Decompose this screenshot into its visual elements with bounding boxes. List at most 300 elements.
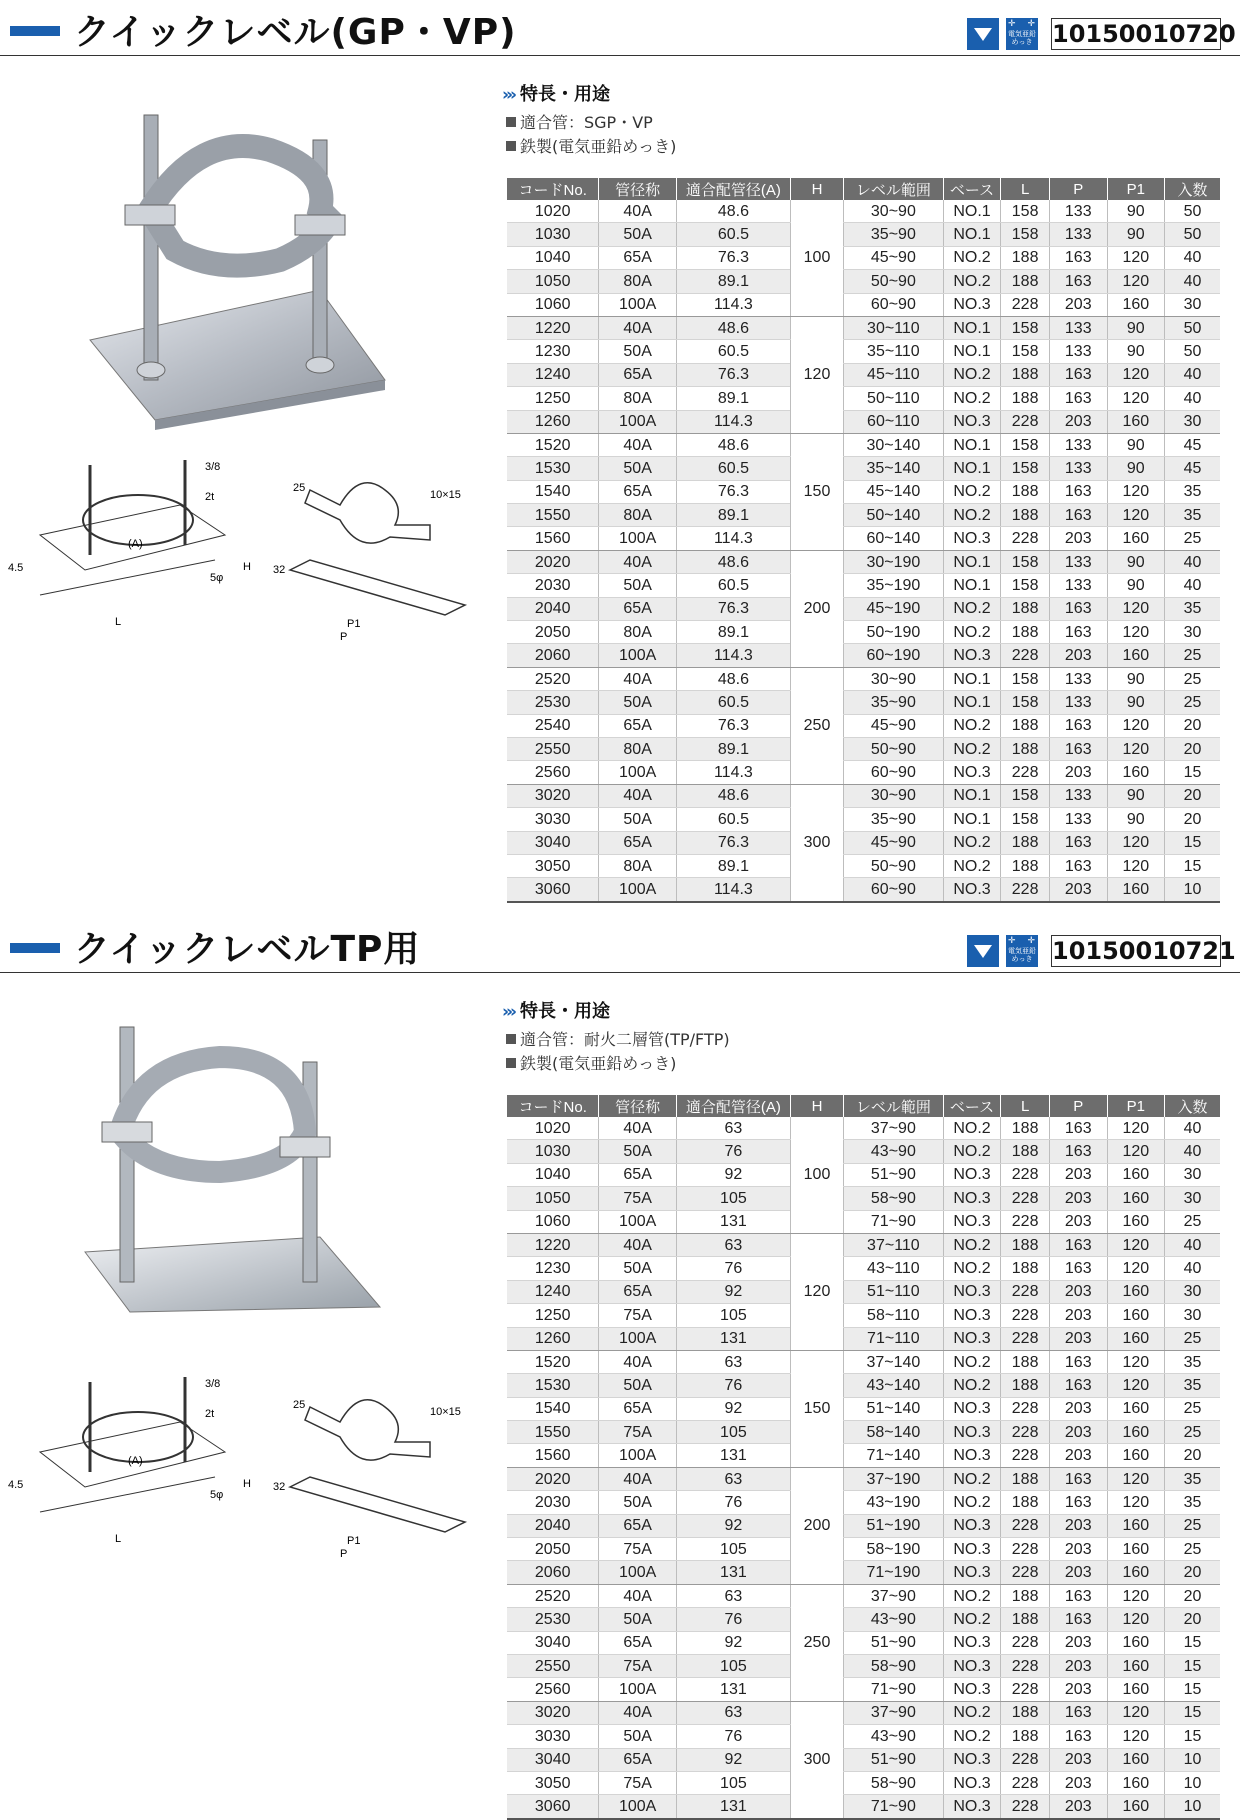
table-row (507, 714, 1220, 737)
table-cell: 114.3 (676, 527, 790, 550)
table-cell: 100A (599, 527, 677, 550)
table-cell: NO.1 (943, 223, 1001, 246)
table-cell: 158 (1001, 340, 1050, 363)
table-cell: 15 (1165, 1725, 1220, 1748)
table-row (507, 1748, 1220, 1771)
table-cell: 228 (1001, 1561, 1050, 1584)
badge-line-2: めっき (1011, 38, 1033, 46)
table-cell: 89.1 (676, 737, 790, 760)
table-cell: 188 (1001, 737, 1050, 760)
table-cell: 203 (1049, 1163, 1107, 1186)
table-cell: 2060 (507, 644, 599, 667)
table-row (507, 1163, 1220, 1186)
label-height: H (243, 561, 251, 573)
table-cell: 60~110 (844, 410, 944, 433)
table-cell: 50A (599, 808, 677, 831)
table-cell: 45~90 (844, 246, 944, 269)
table-cell: 163 (1049, 1701, 1107, 1724)
column-header: 適合配管径(A) (676, 1095, 790, 1117)
table-cell: 75A (599, 1421, 677, 1444)
table-cell: 71~190 (844, 1561, 944, 1584)
table-cell: 3060 (507, 878, 599, 902)
table-cell: 35~190 (844, 574, 944, 597)
table-cell: 76 (676, 1140, 790, 1163)
table-cell: 3040 (507, 1631, 599, 1654)
table-cell: NO.1 (943, 574, 1001, 597)
label-pipe: (A) (128, 538, 143, 550)
table-cell: 120 (1107, 1608, 1165, 1631)
table-cell: 92 (676, 1631, 790, 1654)
table-cell: 10 (1165, 1748, 1220, 1771)
table-cell: 2550 (507, 1654, 599, 1677)
table-cell: 105 (676, 1654, 790, 1677)
table-cell: 2530 (507, 1608, 599, 1631)
table-cell: 89.1 (676, 854, 790, 877)
table-cell: 50 (1165, 340, 1220, 363)
table-cell: 228 (1001, 1444, 1050, 1467)
table-cell: NO.1 (943, 316, 1001, 339)
table-cell: 163 (1049, 737, 1107, 760)
table-cell: 1230 (507, 1257, 599, 1280)
table-row (507, 1187, 1220, 1210)
table-cell: 2030 (507, 574, 599, 597)
table-row (507, 808, 1220, 831)
table-cell: 43~190 (844, 1491, 944, 1514)
table-row (507, 691, 1220, 714)
table-cell: 120 (1107, 363, 1165, 386)
table-cell: 50A (599, 457, 677, 480)
table-cell: 120 (1107, 854, 1165, 877)
table-cell: NO.2 (943, 246, 1001, 269)
table-cell: 160 (1107, 1163, 1165, 1186)
table-cell: 48.6 (676, 316, 790, 339)
product-section-gp-vp (0, 0, 1240, 900)
column-header: H (790, 1095, 843, 1117)
table-row (507, 1304, 1220, 1327)
table-row (507, 387, 1220, 410)
table-cell: 1520 (507, 1350, 599, 1373)
table-cell: 1060 (507, 1210, 599, 1233)
square-bullet-icon (506, 1034, 516, 1044)
table-cell: 1050 (507, 1187, 599, 1210)
badge-line-2: めっき (1011, 955, 1033, 963)
table-cell: 160 (1107, 1678, 1165, 1701)
table-cell: 58~90 (844, 1187, 944, 1210)
table-cell: 203 (1049, 410, 1107, 433)
table-cell: 100A (599, 1795, 677, 1819)
zinc-plating-icon: ✛✛ 電気亜鉛 めっき (1006, 935, 1038, 967)
table-cell: 1230 (507, 340, 599, 363)
table-cell: 40A (599, 667, 677, 690)
table-cell: 133 (1049, 691, 1107, 714)
table-header-row (507, 1095, 1220, 1117)
table-cell: NO.2 (943, 854, 1001, 877)
table-cell: 160 (1107, 1280, 1165, 1303)
label-hole: 5φ (210, 1489, 224, 1501)
table-row (507, 1701, 1220, 1724)
table-cell: 1250 (507, 1304, 599, 1327)
table-cell: 163 (1049, 621, 1107, 644)
table-cell: 120 (1107, 480, 1165, 503)
table-cell: NO.1 (943, 808, 1001, 831)
feature-item (506, 110, 653, 133)
table-cell: 50A (599, 1374, 677, 1397)
table-cell: 43~90 (844, 1725, 944, 1748)
table-cell: 63 (676, 1117, 790, 1140)
table-cell: 160 (1107, 644, 1165, 667)
table-cell: 203 (1049, 1210, 1107, 1233)
table-cell: 160 (1107, 1304, 1165, 1327)
table-cell: 120 (1107, 1117, 1165, 1140)
table-cell: 203 (1049, 1327, 1107, 1350)
table-cell: 90 (1107, 433, 1165, 456)
table-cell: 133 (1049, 457, 1107, 480)
table-cell: 35~90 (844, 223, 944, 246)
table-cell: 188 (1001, 270, 1050, 293)
column-header: 管径称 (599, 1095, 677, 1117)
table-cell: 114.3 (676, 410, 790, 433)
column-header: コードNo. (507, 178, 599, 200)
table-cell: 1040 (507, 246, 599, 269)
table-row (507, 1117, 1220, 1140)
table-cell: 120 (1107, 1467, 1165, 1490)
label-pitch1: P1 (347, 1535, 361, 1547)
table-cell: 158 (1001, 433, 1050, 456)
table-row (507, 480, 1220, 503)
table-cell: NO.2 (943, 1725, 1001, 1748)
chevrons-icon: ››› (502, 1002, 515, 1022)
table-cell: 75A (599, 1654, 677, 1677)
table-cell: 35 (1165, 480, 1220, 503)
table-cell: NO.3 (943, 1631, 1001, 1654)
table-cell: 65A (599, 1514, 677, 1537)
table-cell: 76 (676, 1491, 790, 1514)
table-cell: NO.2 (943, 1491, 1001, 1514)
table-cell: 60~90 (844, 761, 944, 784)
table-cell: 50A (599, 691, 677, 714)
table-cell: 120 (1107, 387, 1165, 410)
table-cell: 105 (676, 1538, 790, 1561)
table-cell: 160 (1107, 1561, 1165, 1584)
table-cell: 15 (1165, 1631, 1220, 1654)
table-cell: 20 (1165, 1561, 1220, 1584)
table-row (507, 316, 1220, 339)
table-cell: 90 (1107, 223, 1165, 246)
table-cell: 15 (1165, 1701, 1220, 1724)
table-cell: 50 (1165, 316, 1220, 339)
table-cell: 105 (676, 1771, 790, 1794)
product-photo (80, 1022, 420, 1322)
label-slot: 10×15 (430, 489, 461, 501)
table-cell: NO.3 (943, 1421, 1001, 1444)
dimension-diagram-parts (265, 465, 480, 645)
table-cell: 188 (1001, 387, 1050, 410)
square-bullet-icon (506, 117, 516, 127)
table-cell: 100A (599, 1561, 677, 1584)
table-cell: 228 (1001, 1771, 1050, 1794)
height-group-cell: 250 (790, 667, 843, 784)
table-cell: NO.3 (943, 527, 1001, 550)
table-cell: 203 (1049, 1678, 1107, 1701)
table-cell: 80A (599, 504, 677, 527)
table-cell: 89.1 (676, 270, 790, 293)
table-cell: 75A (599, 1771, 677, 1794)
table-cell: 163 (1049, 1584, 1107, 1607)
table-cell: 1030 (507, 223, 599, 246)
product-section-tp (0, 917, 1240, 1817)
table-cell: NO.1 (943, 433, 1001, 456)
table-cell: 105 (676, 1187, 790, 1210)
table-cell: 58~90 (844, 1771, 944, 1794)
table-cell: 131 (676, 1444, 790, 1467)
column-header: L (1001, 1095, 1050, 1117)
table-cell: 65A (599, 480, 677, 503)
table-cell: 50~90 (844, 854, 944, 877)
features-title: 特長・用途 (520, 1001, 611, 1022)
table-cell: 45~190 (844, 597, 944, 620)
column-header: H (790, 178, 843, 200)
table-cell: 114.3 (676, 761, 790, 784)
table-cell: 160 (1107, 527, 1165, 550)
table-cell: 30 (1165, 1163, 1220, 1186)
table-cell: 35~110 (844, 340, 944, 363)
triangle-down-icon (967, 18, 999, 50)
table-cell: NO.3 (943, 1280, 1001, 1303)
table-cell: 203 (1049, 1280, 1107, 1303)
table-cell: 163 (1049, 504, 1107, 527)
table-row (507, 1444, 1220, 1467)
table-header-row (507, 178, 1220, 200)
table-cell: 188 (1001, 1374, 1050, 1397)
table-cell: 2050 (507, 621, 599, 644)
table-cell: 188 (1001, 621, 1050, 644)
table-cell: 163 (1049, 387, 1107, 410)
section-title: クイックレベルTP用 (74, 929, 421, 970)
table-cell: 158 (1001, 200, 1050, 223)
table-cell: 100A (599, 1678, 677, 1701)
table-cell: 188 (1001, 1608, 1050, 1631)
table-cell: 40 (1165, 574, 1220, 597)
table-cell: 75A (599, 1538, 677, 1561)
table-row (507, 1514, 1220, 1537)
column-header: P1 (1107, 1095, 1165, 1117)
table-cell: 120 (1107, 504, 1165, 527)
table-cell: 2030 (507, 1491, 599, 1514)
table-cell: 30 (1165, 621, 1220, 644)
table-row (507, 574, 1220, 597)
zinc-plating-icon: ✛✛ 電気亜鉛 めっき (1006, 18, 1038, 50)
table-cell: NO.1 (943, 691, 1001, 714)
table-cell: 89.1 (676, 387, 790, 410)
table-row (507, 1140, 1220, 1163)
table-cell: 3030 (507, 1725, 599, 1748)
table-cell: NO.2 (943, 363, 1001, 386)
table-cell: 3020 (507, 784, 599, 807)
table-cell: 163 (1049, 246, 1107, 269)
feature-item (506, 1051, 676, 1074)
table-cell: 1540 (507, 1397, 599, 1420)
table-row (507, 761, 1220, 784)
column-header: ベース (943, 178, 1001, 200)
table-row (507, 667, 1220, 690)
table-cell: 228 (1001, 878, 1050, 902)
table-cell: 90 (1107, 550, 1165, 573)
label-bolt: 3/8 (205, 461, 221, 473)
table-cell: 92 (676, 1748, 790, 1771)
table-row (507, 293, 1220, 316)
table-cell: 158 (1001, 667, 1050, 690)
table-cell: 15 (1165, 1678, 1220, 1701)
table-row (507, 270, 1220, 293)
table-cell: 45~90 (844, 831, 944, 854)
label-base-thickness: 4.5 (8, 1479, 24, 1491)
table-cell: 90 (1107, 574, 1165, 597)
section-header (0, 917, 1240, 973)
table-row (507, 784, 1220, 807)
features-heading (502, 80, 610, 106)
table-cell: 25 (1165, 1397, 1220, 1420)
table-row (507, 340, 1220, 363)
table-cell: 1220 (507, 1233, 599, 1256)
table-cell: 63 (676, 1467, 790, 1490)
table-row (507, 1654, 1220, 1677)
table-cell: 92 (676, 1280, 790, 1303)
table-cell: 160 (1107, 1187, 1165, 1210)
table-cell: 40 (1165, 1257, 1220, 1280)
table-cell: 50A (599, 1725, 677, 1748)
table-cell: 2520 (507, 1584, 599, 1607)
table-cell: 89.1 (676, 504, 790, 527)
table-cell: 20 (1165, 714, 1220, 737)
table-row (507, 1257, 1220, 1280)
product-code: 10150010721 (1052, 937, 1236, 965)
table-cell: 228 (1001, 1538, 1050, 1561)
table-cell: 228 (1001, 410, 1050, 433)
table-cell: 3030 (507, 808, 599, 831)
table-cell: 163 (1049, 1233, 1107, 1256)
table-cell: 76.3 (676, 597, 790, 620)
table-cell: 120 (1107, 1257, 1165, 1280)
column-header: 適合配管径(A) (676, 178, 790, 200)
table-cell: 160 (1107, 1514, 1165, 1537)
dimension-diagram-parts (265, 1382, 480, 1562)
table-cell: NO.3 (943, 878, 1001, 902)
table-cell: 25 (1165, 644, 1220, 667)
table-cell: 1250 (507, 387, 599, 410)
table-cell: 160 (1107, 1795, 1165, 1819)
table-cell: 160 (1107, 1654, 1165, 1677)
table-cell: 15 (1165, 1654, 1220, 1677)
table-cell: NO.3 (943, 1304, 1001, 1327)
table-cell: 228 (1001, 1210, 1050, 1233)
table-cell: 40 (1165, 246, 1220, 269)
spec-table (507, 178, 1220, 903)
table-cell: 45~90 (844, 714, 944, 737)
section-rule (0, 972, 1240, 973)
table-cell: 160 (1107, 1748, 1165, 1771)
table-row (507, 246, 1220, 269)
table-cell: 188 (1001, 1701, 1050, 1724)
table-cell: 35~140 (844, 457, 944, 480)
table-cell: 51~140 (844, 1397, 944, 1420)
table-cell: 20 (1165, 1444, 1220, 1467)
height-group-cell: 150 (790, 433, 843, 550)
table-cell: 114.3 (676, 878, 790, 902)
table-cell: 35~90 (844, 808, 944, 831)
table-cell: 160 (1107, 293, 1165, 316)
table-cell: 203 (1049, 293, 1107, 316)
table-row (507, 1491, 1220, 1514)
table-cell: 45~140 (844, 480, 944, 503)
table-cell: 65A (599, 1280, 677, 1303)
feature-item (506, 1027, 730, 1050)
table-cell: 120 (1107, 1584, 1165, 1607)
table-cell: 120 (1107, 270, 1165, 293)
section-title: クイックレベル(GP・VP) (74, 12, 517, 53)
table-cell: NO.3 (943, 1514, 1001, 1537)
table-cell: 188 (1001, 1467, 1050, 1490)
table-cell: 160 (1107, 1444, 1165, 1467)
table-cell: NO.3 (943, 1795, 1001, 1819)
table-cell: NO.3 (943, 1561, 1001, 1584)
table-cell: 76 (676, 1374, 790, 1397)
table-cell: 15 (1165, 761, 1220, 784)
table-row (507, 223, 1220, 246)
table-cell: NO.2 (943, 1701, 1001, 1724)
label-bolt: 3/8 (205, 1378, 221, 1390)
table-cell: 40A (599, 1584, 677, 1607)
column-header: レベル範囲 (844, 178, 944, 200)
table-cell: 100A (599, 1210, 677, 1233)
table-cell: 20 (1165, 1584, 1220, 1607)
table-cell: 50~90 (844, 270, 944, 293)
table-row (507, 621, 1220, 644)
column-header: P1 (1107, 178, 1165, 200)
table-cell: NO.2 (943, 1584, 1001, 1607)
table-cell: 120 (1107, 1491, 1165, 1514)
table-cell: 2560 (507, 1678, 599, 1701)
table-cell: 40 (1165, 1117, 1220, 1140)
table-cell: 1550 (507, 1421, 599, 1444)
table-cell: 48.6 (676, 433, 790, 456)
table-cell: NO.2 (943, 504, 1001, 527)
table-row (507, 550, 1220, 573)
table-cell: 133 (1049, 316, 1107, 339)
table-cell: 65A (599, 1748, 677, 1771)
table-cell: 160 (1107, 1210, 1165, 1233)
label-width: 25 (293, 1399, 306, 1411)
label-width: 25 (293, 482, 306, 494)
table-cell: 228 (1001, 1421, 1050, 1444)
table-cell: 3040 (507, 1748, 599, 1771)
table-cell: 158 (1001, 550, 1050, 573)
table-cell: 40 (1165, 270, 1220, 293)
table-cell: 158 (1001, 574, 1050, 597)
table-cell: 120 (1107, 1374, 1165, 1397)
table-cell: 40A (599, 316, 677, 339)
section-header (0, 0, 1240, 56)
table-cell: 1050 (507, 270, 599, 293)
table-cell: 60.5 (676, 340, 790, 363)
table-cell: 160 (1107, 1631, 1165, 1654)
column-header: レベル範囲 (844, 1095, 944, 1117)
table-cell: 76.3 (676, 363, 790, 386)
table-cell: 65A (599, 1631, 677, 1654)
table-cell: 203 (1049, 1748, 1107, 1771)
table-cell: 30 (1165, 410, 1220, 433)
label-slot: 10×15 (430, 1406, 461, 1418)
table-row (507, 1397, 1220, 1420)
